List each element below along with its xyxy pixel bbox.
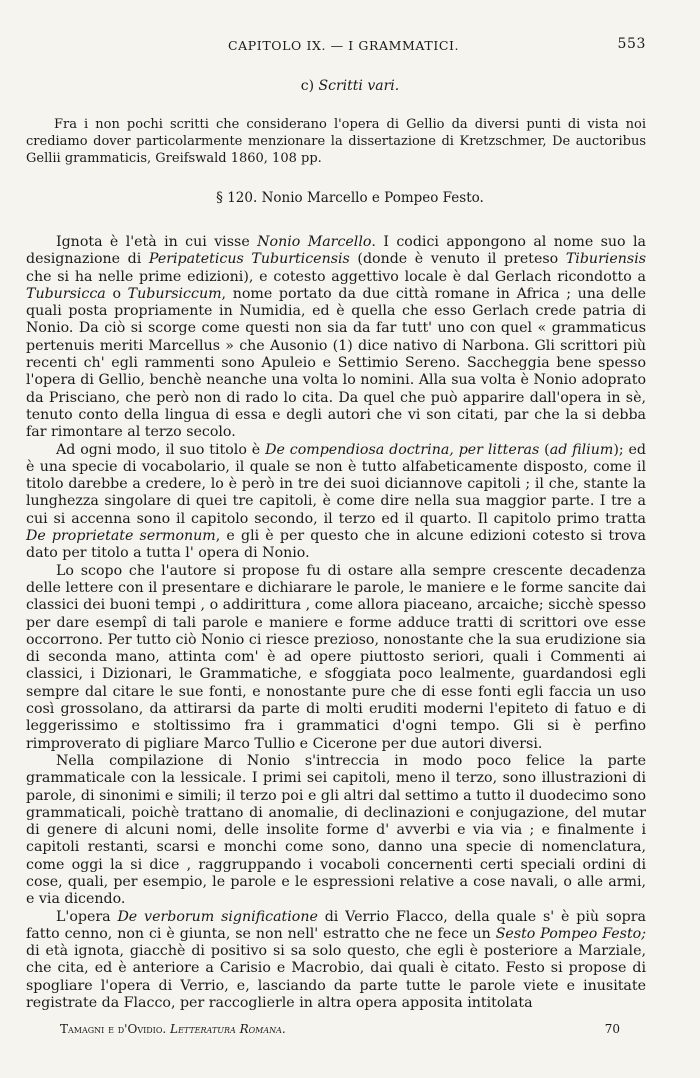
body-paragraph [26, 442, 646, 563]
text-run: Lo scopo che l'autore si propose fu di ostare alla sempre crescente decadenza delle lettere con il presentare e dichiarare le parole, le maniere e le forme sancite dai classici dei buoni tempi , o addirittura , come allora piaceano, arcaiche; sicchè spesso per dare esempî di tali parole e maniere e forme adduce tratti di scrittori ove esse occorrono. Per tutto ciò Nonio ci riesce prezioso, nonostante che la sua erudizione sia di seconda mano, attinta com' è ad opere piuttosto seriori, quali i Commenti ai classici, i Dizionari, le Grammatiche, e sfoggiata poco lealmente, guardandosi egli sempre dal citare le sue fonti, e nonostante pure che di esse fonti egli faccia un uso così grossolano, da attirarsi da parte di molti eruditi moderni l'epiteto di fatuo e di leggerissimo e stoltissimo fra i grammatici d'ogni tempo. Gli si è perfino rimproverato di pigliare Marco Tullio e Cicerone per due autori diversi. [26, 562, 646, 752]
body-paragraph [26, 909, 646, 1013]
text-run: di età ignota, giacchè di positivo si sa solo questo, che egli è posteriore a Marziale, che cita, ed è anteriore a Carisio e Macrobio, dai quali è citato. Festo si propose di spogliare l'opera di Verrio, e, lasciando da parte tutte le parole viete e inusitate registrate da Flacco, per raccoglierle in altra opera apposita intitolata [26, 943, 646, 1012]
page-footer [60, 1022, 660, 1042]
footer-work-title: Letteratura Romana. [170, 1022, 286, 1036]
signature-mark: 70 [604, 1022, 620, 1036]
italic-run: Nonio Marcello [257, 234, 372, 250]
section-number: § 120. [216, 190, 258, 206]
body-paragraph [26, 234, 646, 442]
text-run: ( [539, 441, 550, 458]
italic-run: Tubursicca [26, 285, 106, 302]
italic-run: De proprietate sermonum [26, 528, 216, 545]
italic-run: Tubursiccum [127, 285, 222, 302]
text-run: , nome portato da due città romane in Africa ; una delle quali posta propriamente in Numidia, ed è quella che esso Gerlach crede patria di Nonio. Da ciò si scorge come questi non sia da far tutt' uno con quel « grammaticus pertenuis meriti Marcellus » che Ausonio (1) dice nativo di Narbona. Gli scrittori più recenti ch' egli rammenti sono Apuleio e Settimio Sereno. Saccheggia bene spesso l'opera di Gellio, benchè neanche una volta lo nomini. Alla sua volta è Nonio adoprato da Prisciano, che però non di rado lo cita. Da quel che può apparire dall'opera in sè, tenuto conto della lingua di essa e degli autori che vi son citati, par che la si debba far rimontare al terzo secolo. [26, 285, 646, 441]
text-run: Nella compilazione di Nonio s'intreccia in modo poco felice la parte grammaticale con la lessicale. I primi sei capitoli, meno il terzo, sono illustrazioni di parole, di sinonimi e simili; il terzo poi e gli altri dal settimo a tutto il duodecimo sono grammaticali, poichè trattano di anomalie, di declinazioni e conjugazione, del mutar di genere di alcuni nomi, delle insolite forme d' avverbi e via via ; e finalmente i capitoli restanti, scarsi e monchi come sono, danno una specie di nomenclatura, come oggi la si dice , raggruppando i vocaboli concernenti certi speciali ordini di cose, quali, per esempio, le parole e le espressioni relative a cose navali, o alle armi, e via dicendo. [26, 752, 646, 908]
page-number: 553 [617, 36, 646, 52]
subsection-label: c) [300, 78, 315, 94]
text-run: di Verrio Flacco, della quale s' è più sopra fatto cenno, non ci è giunta, se non nell' estratto che ne fece un [26, 908, 646, 942]
text-run: Ad ogni modo, il suo titolo è [56, 441, 266, 458]
italic-run: Tiburiensis [565, 251, 647, 268]
text-run: Ignota è l'età in cui visse [56, 234, 258, 250]
running-title: CAPITOLO IX. — I GRAMMATICI. [228, 38, 460, 53]
subsection-title: Scritti vari. [318, 78, 400, 94]
text-run: (donde è venuto il preteso [349, 251, 566, 268]
italic-run: Peripateticus Tuburticensis [148, 251, 350, 268]
subsection-heading [0, 78, 700, 94]
italic-run: De compendiosa doctrina, per litteras [265, 441, 540, 458]
italic-run: De verborum significatione [117, 908, 318, 925]
body-text [26, 234, 646, 1012]
section-heading [0, 190, 700, 206]
body-paragraph [26, 753, 646, 909]
italic-run: Sesto Pompeo Festo; [495, 925, 646, 942]
body-paragraph [26, 563, 646, 753]
intro-paragraph-block [26, 116, 646, 167]
text-run: L'opera [56, 908, 118, 925]
text-run: o [105, 285, 128, 302]
running-head [0, 36, 700, 56]
text-run: , e gli è per questo che in alcune edizioni cotesto si trova dato per titolo a tutta l' opera di Nonio. [26, 528, 646, 562]
footer-authors-line [60, 1022, 286, 1036]
intro-paragraph: Fra i non pochi scritti che considerano l'opera di Gellio da diversi punti di vista noi crediamo dover particolarmente menzionare la dissertazione di Kretzschmer, De auctoribus Gellii grammaticis, Greifswald 1860, 108 pp. [26, 117, 646, 166]
text-run: . I codici appongono al nome suo la designazione di [26, 234, 646, 268]
italic-run: ad filium [549, 441, 614, 458]
footer-authors: Tamagni e d'Ovidio. [60, 1022, 167, 1036]
section-title: Nonio Marcello e Pompeo Festo. [261, 190, 484, 206]
text-run: ); ed è una specie di vocabolario, il quale se non è tutto alfabeticamente disposto, come il titolo darebbe a credere, lo è però in tre dei suoi diciannove capitoli ; il che, stante la lunghezza singolare di quei tre capitoli, è come dire nella sua maggior parte. I tre a cui si accenna sono il capitolo secondo, il terzo ed il quarto. Il capitolo primo tratta [26, 441, 647, 527]
text-run: che si ha nelle prime edizioni), e cotesto aggettivo locale è dal Gerlach ricondotto a [26, 268, 646, 285]
